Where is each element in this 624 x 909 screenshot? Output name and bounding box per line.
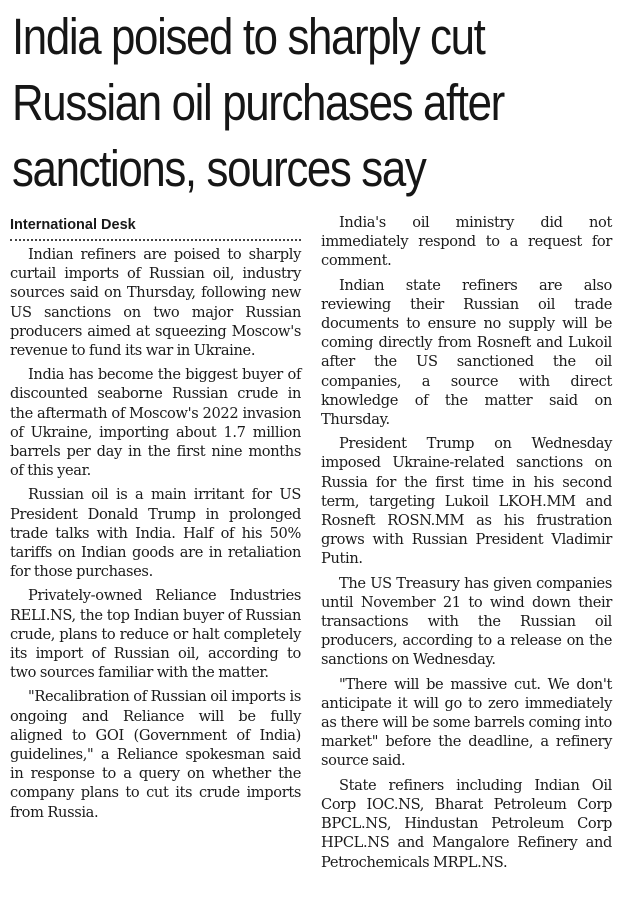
paragraph: India's oil ministry did not immediately respond to a request for comment. (321, 214, 612, 270)
headline: India poised to sharply cut Russian oil purchases after sanctions, sources say (12, 8, 504, 197)
paragraph: Indian refiners are poised to sharply curtail imports of Russian oil, industry sources said on Thursday, following new US sanctions on two major Russian producers aimed at squeezing Moscow's revenue to fund its war in Ukraine. (10, 246, 301, 360)
byline: International Desk (10, 216, 301, 241)
left-column (10, 213, 301, 827)
article-body (10, 213, 614, 903)
paragraph: Russian oil is a main irritant for US President Donald Trump in prolonged trade talks with India. Half of his 50% tariffs on Indian goods are in retaliation for those purchases. (10, 486, 301, 581)
paragraph: Privately-owned Reliance Industries RELI.NS, the top Indian buyer of Russian crude, plans to reduce or halt completely its import of Russian oil, according to two sources familiar with the matter. (10, 587, 301, 682)
paragraph: Indian state refiners are also reviewing their Russian oil trade documents to ensure no supply will be coming directly from Rosneft and Lukoil after the US sanctioned the oil companies, a source with direct knowledge of the matter said on Thursday. (321, 276, 612, 429)
paragraph: President Trump on Wednesday imposed Ukraine-related sanctions on Russia for the first time in his second term, targeting Lukoil LKOH.MM and Rosneft ROSN.MM as his frustration grows with Russian President Vladimir Putin. (321, 435, 612, 568)
paragraph: "There will be massive cut. We don't anticipate it will go to zero immediately as there will be some barrels coming into market" before the deadline, a refinery source said. (321, 675, 612, 770)
paragraph: India has become the biggest buyer of discounted seaborne Russian crude in the aftermath of Moscow's 2022 invasion of Ukraine, importing about 1.7 million barrels per day in the first nine months of this year. (10, 366, 301, 480)
right-column (321, 213, 612, 877)
paragraph: The US Treasury has given companies until November 21 to wind down their transactions with the Russian oil producers, according to a release on the sanctions on Wednesday. (321, 574, 612, 669)
paragraph: State refiners including Indian Oil Corp IOC.NS, Bharat Petroleum Corp BPCL.NS, Hindustan Petroleum Corp HPCL.NS and Mangalore Refinery and Petrochemicals MRPL.NS. (321, 776, 612, 871)
paragraph: "Recalibration of Russian oil imports is ongoing and Reliance will be fully aligned to GOI (Government of India) guidelines," a Reliance spokesman said in response to a query on whether the company plans to cut its crude imports from Russia. (10, 688, 301, 821)
